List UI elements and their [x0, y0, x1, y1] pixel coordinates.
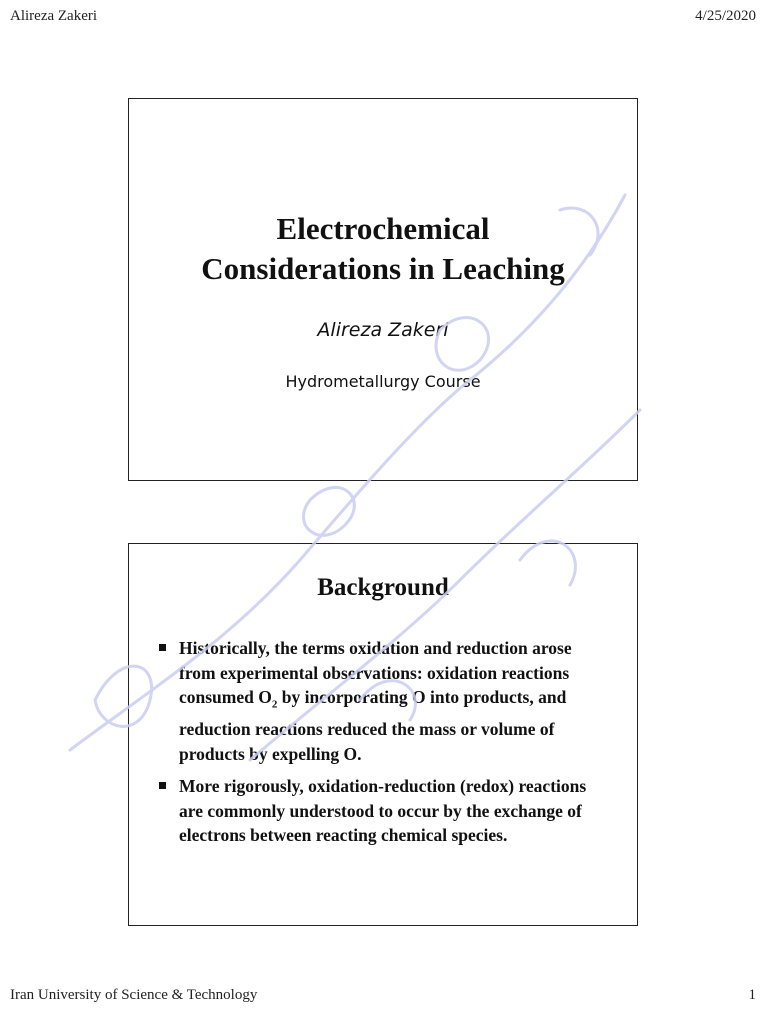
title-line-1: Electrochemical [276, 211, 490, 246]
slide-course: Hydrometallurgy Course [285, 372, 481, 391]
bullet-2-text: More rigorously, oxidation-reduction (redox) reactions are commonly understood to occur by the exchange of electrons between reacting chemical species. [179, 776, 587, 845]
bullet-item-2 [159, 774, 589, 848]
slide-title [128, 98, 638, 481]
square-bullet-icon [159, 782, 166, 789]
header-date: 4/25/2020 [695, 8, 756, 24]
footer-institution: Iran University of Science & Technology [10, 987, 258, 1003]
bullet-item-1 [159, 636, 589, 766]
slide-title-heading [129, 209, 637, 289]
bullet-1-text-b: by incorporating O into products, and reduction reactions reduced the mass or volume of products by expelling O. [179, 687, 567, 764]
slide-background [128, 543, 638, 926]
title-line-2: Considerations in Leaching [201, 251, 565, 286]
footer-page-number: 1 [748, 987, 756, 1003]
watermark-stroke-4 [303, 487, 354, 535]
header-author: Alireza Zakeri [10, 8, 98, 24]
bullet-1-text-a: Historically, the terms oxidation and reduction arose from experimental observations: oxidation reactions consumed O [179, 638, 572, 707]
slide-background-heading: Background [317, 574, 449, 601]
slide-author: Alireza Zakeri [317, 319, 449, 341]
bullet-1-subscript: 2 [271, 698, 278, 711]
square-bullet-icon [159, 644, 166, 651]
bullet-list [159, 636, 589, 856]
